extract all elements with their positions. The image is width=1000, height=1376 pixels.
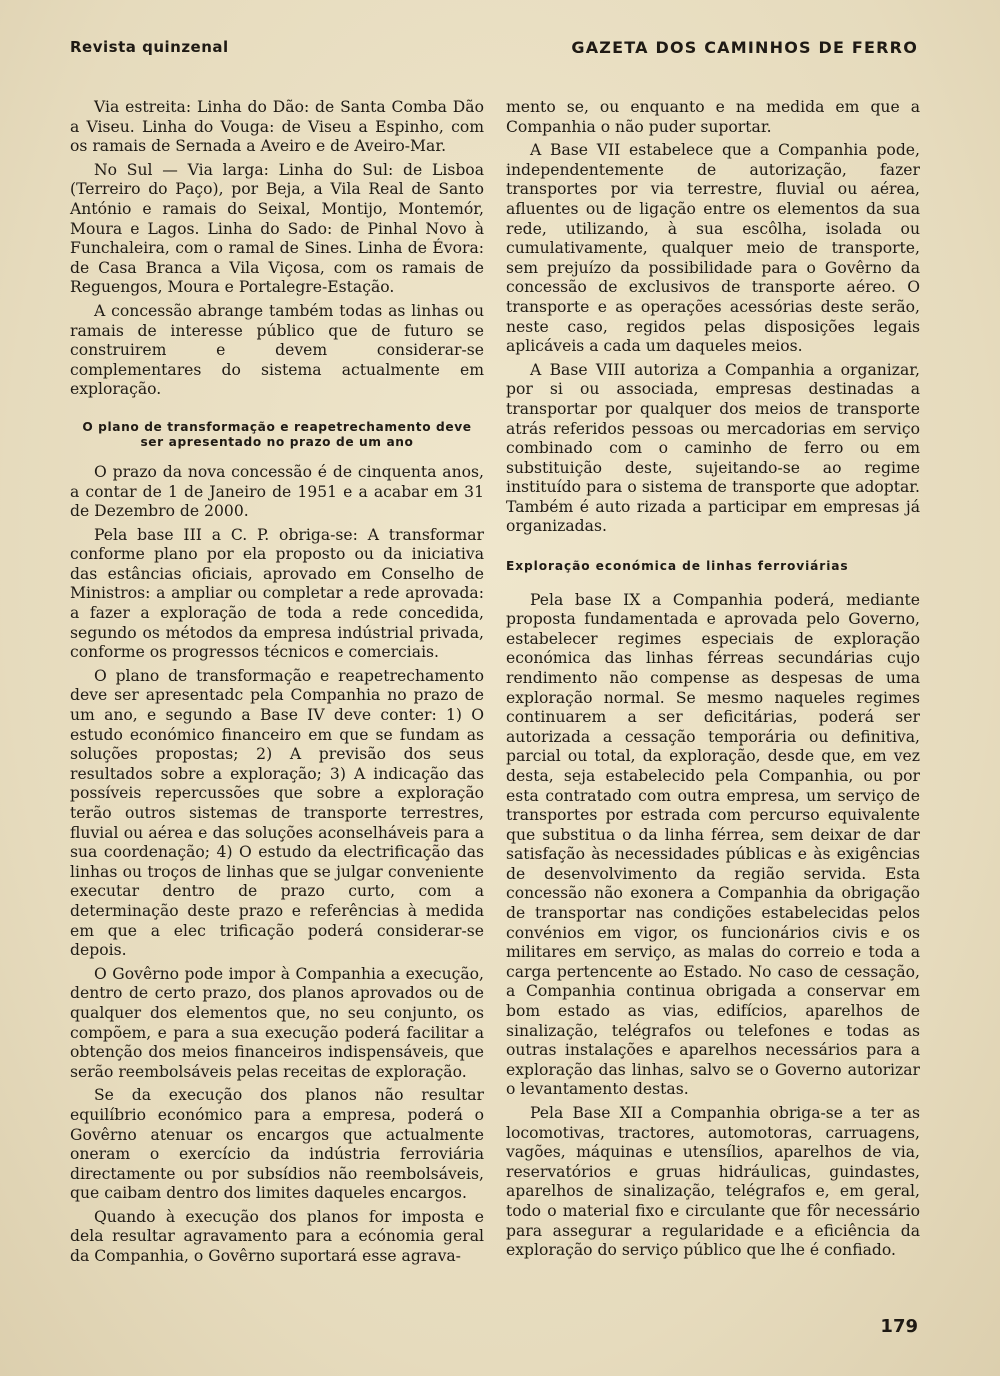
left-column (70, 98, 484, 1271)
running-header (70, 38, 918, 60)
paragraph: Quando à execução dos planos for imposta e dela resultar agravamento para a ecónomia geral da Companhia, o Govêrno suportará esse agrava- (70, 1207, 484, 1266)
paragraph: O plano de transformação e reapetrechamento deve ser apresentadc pela Companhia no prazo de um ano, e segundo a Base IV deve conter: 1) O estudo económico financeiro em que se fundam as soluções propostas; 2) A previsão dos seus resultados sobre a exploração; 3) A indicação das possíveis repercussões que sobre a exploração terão outros sistemas de transporte terrestres, fluvial ou aérea e das soluções aconselháveis para a sua coordenação; 4) O estudo da electrificação das linhas ou troços de linhas que se julgar conveniente executar dentro de prazo curto, com a determinação deste prazo e referências à medida em que a elec trificação poderá considerar-se depois. (70, 666, 484, 960)
paragraph: O prazo da nova concessão é de cinquenta anos, a contar de 1 de Janeiro de 1951 e a acabar em 31 de Dezembro de 2000. (70, 462, 484, 521)
paragraph: Pela Base XII a Companhia obriga-se a ter as locomotivas, tractores, automotoras, carruagens, vagões, máquinas e utensílios, aparelhos de via, reservatórios e gruas hidráulicas, guindastes, aparelhos de sinalização, telégrafos e, em geral, todo o material fixo e circulante que fôr necessário para assegurar a regularidade e a eficiência da exploração do serviço público que lhe é confiado. (506, 1104, 920, 1260)
paragraph: Pela base IX a Companhia poderá, mediante proposta fundamentada e aprovada pelo Governo, estabelecer regimes especiais de exploração económica das linhas férreas secundárias cujo rendimento não compense as despesas de uma exploração normal. Se mesmo naqueles regimes continuarem a ser deficitárias, poderá ser autorizada a cessação temporária ou definitiva, parcial ou total, da exploração, desde que, em vez desta, seja estabelecido pela Companhia, ou por esta contratado com outra empresa, um serviço de transportes por estrada com percurso equivalente que substitua o da linha férrea, sem deixar de dar satisfação às necessidades públicas e às exigências de desenvolvimento da região servida. Esta concessão não exonera a Companhia da obrigação de transportar nas condições estabelecidas pelos convénios em vigor, os funcionários civis e os militares em serviço, as malas do correio e toda a carga pertencente ao Estado. No caso de cessação, a Companhia continua obrigada a conservar em bom estado as vias, edifícios, aparelhos de sinalização, telégrafos ou telefones e todas as outras instalações e aparelhos necessários para a exploração das linhas, salvo se o Governo autorizar o levantamento destas. (506, 590, 920, 1099)
paragraph: A Base VII estabelece que a Companhia pode, independentemente de autorização, fazer transportes por via terrestre, fluvial ou aérea, afluentes ou de ligação entre os elementos da sua rede, utilizando, à sua escôlha, isolada ou cumulativamente, qualquer meio de transporte, sem prejuízo da possibilidade para o Govêrno da concessão de exclusivos de transporte aéreo. O transporte e as operações acessórias deste serão, neste caso, regidos pelas disposições legais aplicáveis a cada um daqueles meios. (506, 141, 920, 356)
header-publication-title: GAZETA DOS CAMINHOS DE FERRO (571, 38, 918, 57)
paragraph: mento se, ou enquanto e na medida em que a Companhia o não puder suportar. (506, 98, 920, 136)
paragraph: A Base VIII autoriza a Companhia a organizar, por si ou associada, empresas destinadas a transportar por qualquer dos meios de transporte atrás referidos pessoas ou mercadorias em serviço combinado com o caminho de ferro ou em substituição deste, sujeitando-se ao regime instituído para o sistema de transporte que adoptar. Também é auto rizada a participar em empresas já organizadas. (506, 360, 920, 536)
section-heading: O plano de transformação e reapetrechamento deve ser apresentado no prazo de um ano (82, 419, 472, 450)
paragraph: No Sul — Via larga: Linha do Sul: de Lisboa (Terreiro do Paço), por Beja, a Vila Real de Santo António e ramais do Seixal, Montijo, Montemór, Moura e Lagos. Linha do Sado: de Pinhal Novo à Funchaleira, com o ramal de Sines. Linha de Évora: de Casa Branca a Vila Viçosa, com os ramais de Reguengos, Moura e Portalegre-Estação. (70, 160, 484, 297)
paragraph: Se da execução dos planos não resultar equilíbrio económico para a empresa, poderá o Govêrno atenuar os encargos que actualmente oneram o exercício da indústria ferroviária directamente ou por subsídios não reembolsáveis, que caibam dentro dos limites daqueles encargos. (70, 1086, 484, 1203)
section-heading: Exploração económica de linhas ferroviárias (506, 559, 849, 574)
right-column (506, 98, 920, 1265)
paragraph: O Govêrno pode impor à Companhia a execução, dentro de certo prazo, dos planos aprovados ou de qualquer dos elementos que, no seu conjunto, os compõem, e para a sua execução poderá facilitar a obtenção dos meios financeiros indispensáveis, que serão reembolsáveis pelas receitas de exploração. (70, 964, 484, 1081)
paragraph: Via estreita: Linha do Dão: de Santa Comba Dão a Viseu. Linha do Vouga: de Viseu a Espinho, com os ramais de Sernada a Aveiro e de Aveiro-Mar. (70, 98, 484, 156)
paragraph: A concessão abrange também todas as linhas ou ramais de interesse público que de futuro se construirem e devem considerar-se complementares do sistema actualmente em exploração. (70, 301, 484, 399)
header-section-label: Revista quinzenal (70, 38, 229, 56)
page-number: 179 (880, 1316, 918, 1337)
paragraph: Pela base III a C. P. obriga-se: A transformar conforme plano por ela proposto ou da iniciativa das estâncias oficiais, aprovado em Conselho de Ministros: a ampliar ou completar a rede aprovada: a fazer a exploração de toda a rede concedida, segundo os métodos da empresa indústrial privada, conforme os progressos técnicos e comerciais. (70, 525, 484, 662)
